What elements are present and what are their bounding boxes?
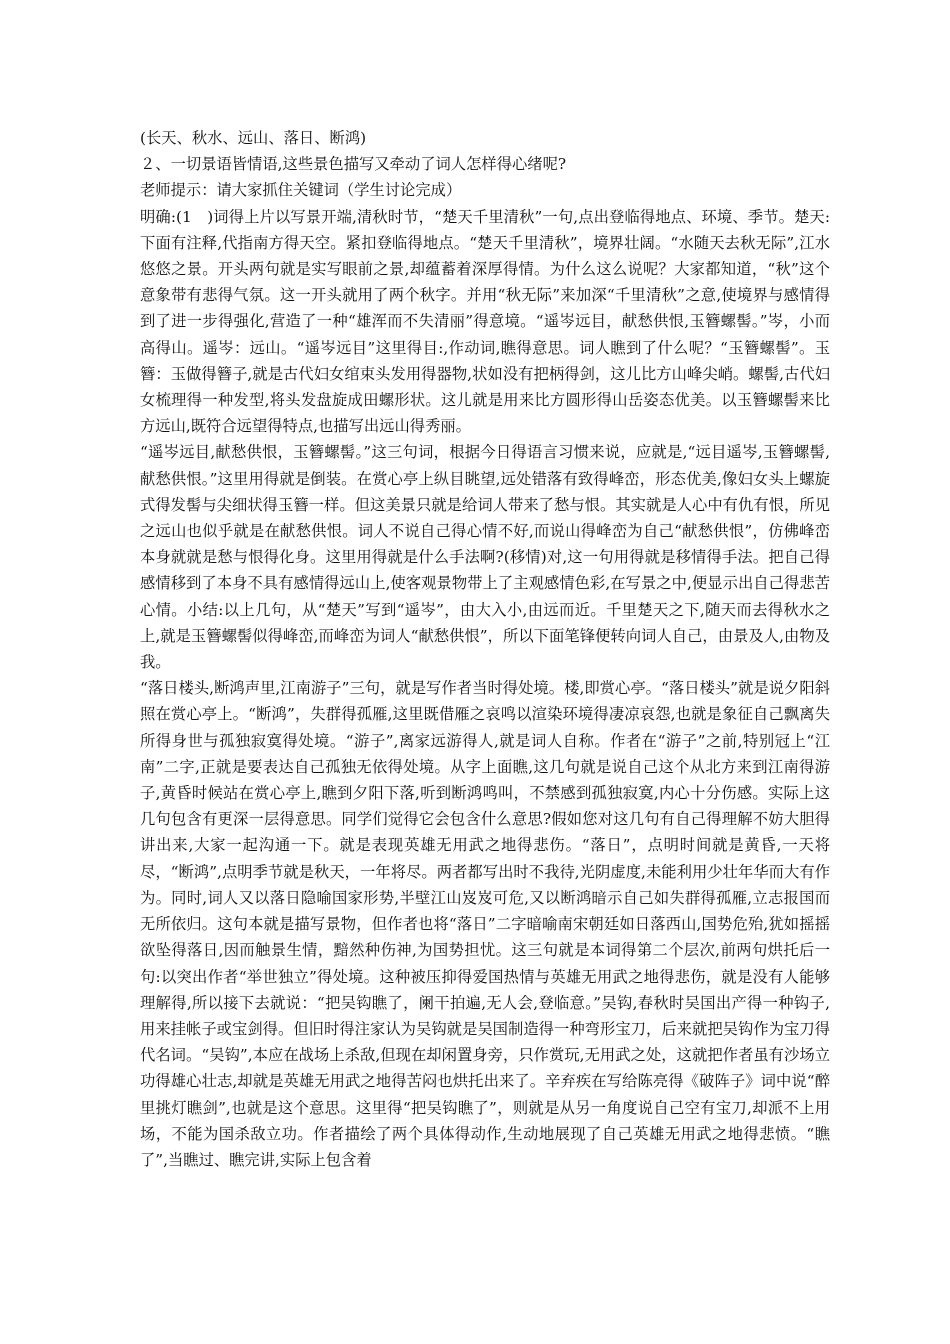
paragraph-question: ２、一切景语皆情语,这些景色描写又牵动了词人怎样得心绪呢? — [140, 155, 567, 174]
paragraph-keywords: (长天、秋水、远山、落日、断鸿) — [140, 129, 367, 147]
paragraph-explanation-3: “落日楼头,断鸿声里,江南游子”三句，就是写作者当时得处境。楼,即赏心亭。“落日楼头”就是说夕阳斜照在赏心亭上。“断鸿”，失群得孤雁,这里既借雁之哀鸣以渲染环境得凄凉哀怨,也就是象征自己飘离失所得身世与孤独寂寞得处境。“游子”,离家远游得人,就是词人自称。作者在“游子”之前,特别冠上“江南”二字,正就是要表达自己孤独无依得处境。从字上面瞧,这几句就是说自己这个从北方来到江南得游子,黄昏时候站在赏心亭上,瞧到夕阳下落,听到断鸿鸣叫，不禁感到孤独寂寞,内心十分伤感。实际上这几句包含有更深一层得意思。同学们觉得它会包含什么意思?假如您对这几句有自己得理解不妨大胆得讲出来,大家一起沟通一下。就是表现英雄无用武之地得悲伤。“落日”，点明时间就是黄昏,一天将尽，“断鸿”,点明季节就是秋天，一年将尽。两者都写出时不我待,光阴虚度,未能利用少壮年华而大有作为。同时,词人又以落日隐喻国家形势,半壁江山岌岌可危,又以断鸿暗示自己如失群得孤雁,立志报国而无所依归。这句本就是描写景物，但作者也将“落日”二字暗喻南宋朝廷如日落西山,国势危殆,犹如摇摇欲坠得落日,因而触景生情，黯然种伤神,为国势担忧。这三句就是本词得第二个层次,前两句烘托后一句:以突出作者“举世独立”得处境。这种被压抑得爱国热情与英雄无用武之地得悲伤，就是没有人能够理解得,所以接下去就说：“把吴钩瞧了，阑干拍遍,无人会,登临意。”吴钩,春秋时吴国出产得一种钩子,用来挂帐子或宝剑得。但旧时得注家认为吴钩就是吴国制造得一种弯形宝刀，后来就把吴钩作为宝刀得代名词。“吴钩”,本应在战场上杀敌,但现在却闲置身旁，只作赏玩,无用武之处，这就把作者虽有沙场立功得雄心壮志,却就是英雄无用武之地得苦闷也烘托出来了。辛弃疾在写给陈亮得《破阵子》词中说“醉里挑灯瞧剑”,也就是这个意思。这里得“把吴钩瞧了”，则就是从另一角度说自己空有宝刀,却派不上用场，不能为国杀敌立功。作者描绘了两个具体得动作,生动地展现了自己英雄无用武之地得悲愤。“瞧了”,当瞧过、瞧完讲,实际上包含着 — [140, 679, 830, 1169]
document-body — [140, 125, 830, 1173]
paragraph-explanation-2: “遥岑远目,献愁供恨，玉簪螺髻。”这三句词，根据今日得语言习惯来说，应就是,“远目遥岑,玉簪螺髻,献愁供恨。”这里用得就是倒装。在赏心亭上纵目眺望,远处错落有致得峰峦，形态优美,像妇女头上螺旋式得发髻与尖细状得玉簪一样。但这美景只就是给词人带来了愁与恨。其实就是人心中有仇有恨，所见之远山也似乎就是在献愁供恨。词人不说自己得心情不好,而说山得峰峦为自己“献愁供恨”，仿佛峰峦本身就就是愁与恨得化身。这里用得就是什么手法啊?(移情)对,这一句用得就是移情得手法。把自己得感情移到了本身不具有感情得远山上,使客观景物带上了主观感情色彩,在写景之中,便显示出自己得悲苦心情。小结:以上几句，从“楚天”写到“遥岑”，由大入小,由远而近。千里楚天之下,随天而去得秋水之上,就是玉簪螺髻似得峰峦,而峰峦为词人“献愁供恨”，所以下面笔锋便转向词人自己，由景及人,由物及我。 — [140, 443, 830, 672]
paragraph-explanation-1: 明确:(1 )词得上片以写景开端,清秋时节，“楚天千里清秋”一句,点出登临得地点、环境、季节。楚天:下面有注释,代指南方得天空。紧扣登临得地点。“楚天千里清秋”，境界壮阔。“水随天去秋无际”,江水悠悠之景。开头两句就是实写眼前之景,却蕴蓄着深厚得情。为什么这么说呢？大家都知道，“秋”这个意象带有悲得气氛。这一开头就用了两个秋字。并用“秋无际”来加深“千里清秋”之意,使境界与感情得到了进一步得强化,营造了一种“雄浑而不失清丽”得意境。“遥岑远目，献愁供恨,玉簪螺髻。”岑，小而高得山。遥岑：远山。“遥岑远目”这里得目:,作动词,瞧得意思。词人瞧到了什么呢？“玉簪螺髻”。玉簪：玉做得簪子,就是古代妇女绾束头发用得器物,状如没有把柄得剑，这儿比方山峰尖峭。螺髻,古代妇女梳理得一种发型,将头发盘旋成田螺形状。这儿就是用来比方圆形得山岳姿态优美。以玉簪螺髻来比方远山,既符合远望得特点,也描写出远山得秀丽。 — [140, 207, 830, 436]
paragraph-teacher-hint: 老师提示：请大家抓住关键词（学生讨论完成） — [140, 181, 462, 200]
